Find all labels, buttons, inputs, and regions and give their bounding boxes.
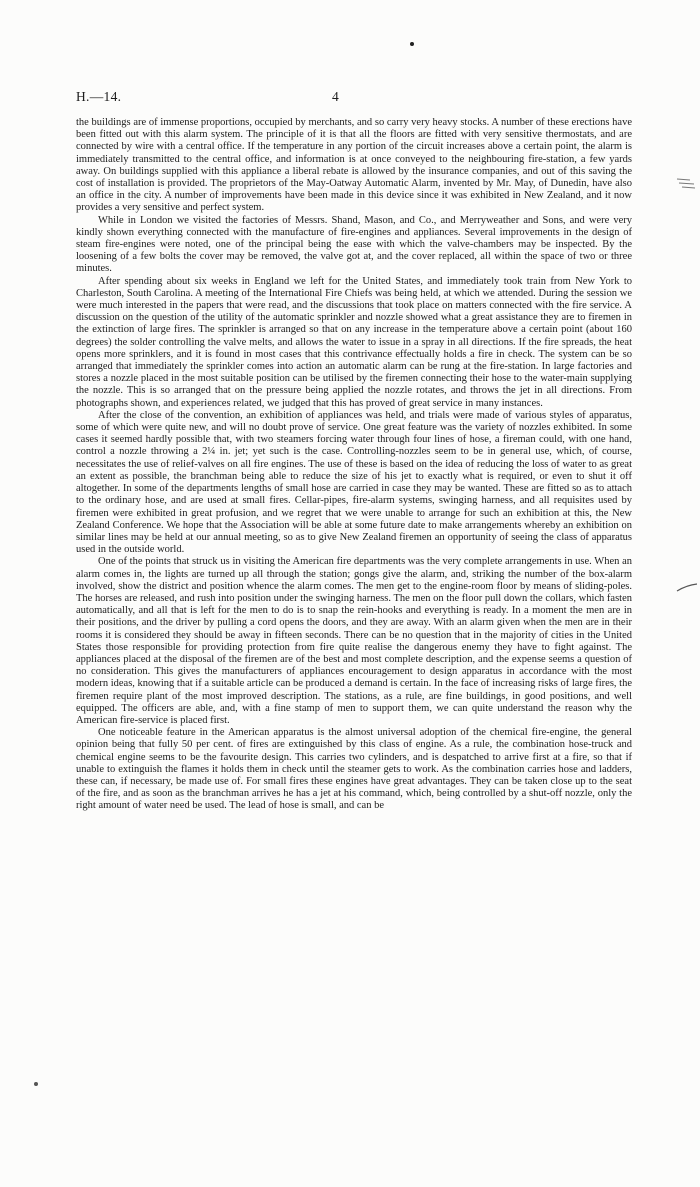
paragraph-4: After the close of the convention, an exhibition of appliances was held, and trials were made of various styles of apparatus, some of which were quite new, and will no doubt prove of service. One great feature was the variety of nozzles exhibited. In some cases it seemed hardly possible that, with two steamers forcing water through four lines of hose, a fireman could, with one hand, control a nozzle throwing a 2¼ in. jet; yet such is the case. Controlling-nozzles seem to be in general use, which, of course, necessitates the use of relief-valves on all fire engines. The use of these is based on the idea of reducing the loss of water to as great an extent as possible, the branchman being able to reduce the size of his jet to exactly what is required, or even to shut it off altogether. In some of the departments lengths of small hose are carried in case they may be wanted. These are fitted so as to attach to the ordinary hose, and are used at small fires. Cellar-pipes, fire-alarm systems, swinging harness, and all requisites used by firemen were exhibited in great profusion, and we regret that we were unable to arrange for such an exhibition at this, the New Zealand Conference. We hope that the Association will be able at some future date to make arrangements whereby an exhibition on similar lines may be held at our annual meeting, so as to give New Zealand firemen an opportunity of seeing the class of apparatus used in the outside world. — [76, 409, 632, 556]
page-header — [76, 89, 632, 107]
body-text — [76, 117, 632, 813]
margin-pen-stroke — [676, 582, 698, 594]
paragraph-2: While in London we visited the factories of Messrs. Shand, Mason, and Co., and Merryweather and Sons, and were very kindly shown everything connected with the manufacture of fire-engines and appliances. Several improvements in the design of steam fire-engines were noted, one of the principal being the ease with which the valve-chambers may be inspected. By the loosening of a few bolts the cover may be removed, the valve got at, and the cover replaced, all within the space of two or three minutes. — [76, 214, 632, 275]
paragraph-3: After spending about six weeks in England we left for the United States, and immediately took train from New York to Charleston, South Carolina. A meeting of the International Fire Chiefs was being held, at which we attended. During the session we were much interested in the papers that were read, and the discussions that took place on matters connected with the fire service. A discussion on the question of the utility of the automatic sprinkler and nozzle showed what a great assistance they are to firemen in the extinction of large fires. The sprinkler is arranged so that on any increase in the temperature above a certain point (about 160 degrees) the solder controlling the valve melts, and allows the water to issue in a spray in all directions. If the fire spreads, the heat opens more sprinklers, and it is found in most cases that this contrivance effectually holds a fire in check. The system can be so arranged that immediately the sprinkler comes into action an automatic alarm can be rung at the fire-station. In large factories and stores a nozzle placed in the most suitable position can be utilised by the firemen connecting their hose to the water-main supplying the nozzle. This is so arranged that on the pressure being applied the nozzle rotates, and throws the jet in all directions. From photographs shown, and experiences related, we judged that this has proved of great service in many instances. — [76, 275, 632, 409]
margin-pen-mark — [676, 176, 696, 190]
printer-dot-mark — [410, 42, 414, 46]
paragraph-5: One of the points that struck us in visiting the American fire departments was the very complete arrangements in use. When an alarm comes in, the lights are turned up all through the station; gongs give the alarm, and, striking the number of the box-alarm involved, show the district and position whence the alarm comes. The men get to the engine-room floor by means of sliding-poles. The horses are released, and rush into position under the swinging harness. The men on the floor pull down the collars, which fasten automatically, and all that is left for the men to do is to snap the rein-hooks and everything is ready. In a moment the men are in their positions, and the driver by pulling a cord opens the doors, and they are away. With an alarm given when the men are in their rooms it is considered they should be away in fifteen seconds. There can be no question that in the majority of cities in the United States those responsible for providing protection from fire quite realise the dangerous enemy they have to fight against. The appliances placed at the disposal of the firemen are of the best and most complete description, and the expense seems a question of no consideration. This gives the manufacturers of appliances encouragement to design apparatus in accordance with the most modern ideas, knowing that if a suitable article can be produced a demand is certain. In the face of increasing risks of large fires, the firemen require plant of the most improved description. The stations, as a rule, are fine buildings, in good positions, and well equipped. The officers are able, and, with a fine stamp of men to support them, we can quite understand the reason why the American fire-service is placed first. — [76, 556, 632, 726]
document-reference: H.—14. — [76, 89, 122, 104]
margin-dot-mark — [34, 1082, 38, 1086]
paragraph-1: the buildings are of immense proportions, occupied by merchants, and so carry very heavy stocks. A number of these erections have been fitted out with this alarm system. The principle of it is that all the floors are fitted with very sensitive thermostats, and are connected by wire with a central office. If the temperature in any portion of the circuit increases above a certain point, the alarm is immediately transmitted to the central office, and information is at once conveyed to the neighbouring fire-station, a few yards away. On buildings supplied with this appliance a liberal rebate is allowed by the insurance companies, and out of this saving the cost of installation is provided. The proprietors of the May-Oatway Automatic Alarm, invented by Mr. May, of Dunedin, have also an office in the city. A number of improvements have been made in this device since it was exhibited in New Zealand, and it now provides a very sensitive and perfect system. — [76, 117, 632, 214]
paragraph-6: One noticeable feature in the American apparatus is the almost universal adoption of the chemical fire-engine, the general opinion being that fully 50 per cent. of fires are extinguished by this class of engine. As a rule, the combination hose-truck and chemical engine seems to be the favourite design. This carries two cylinders, and is despatched to arrive first at a fire, so that if unable to extinguish the flames it holds them in check until the steamer gets to work. As the combination carries hose and ladders, these can, if necessary, be made use of. For small fires these engines have great advantages. They can be taken close up to the seat of the fire, and as soon as the branchman arrives he has a jet at his command, which, being controlled by a shut-off nozzle, only the right amount of water need be used. The lead of hose is small, and can be — [76, 727, 632, 812]
page-number: 4 — [332, 89, 340, 104]
